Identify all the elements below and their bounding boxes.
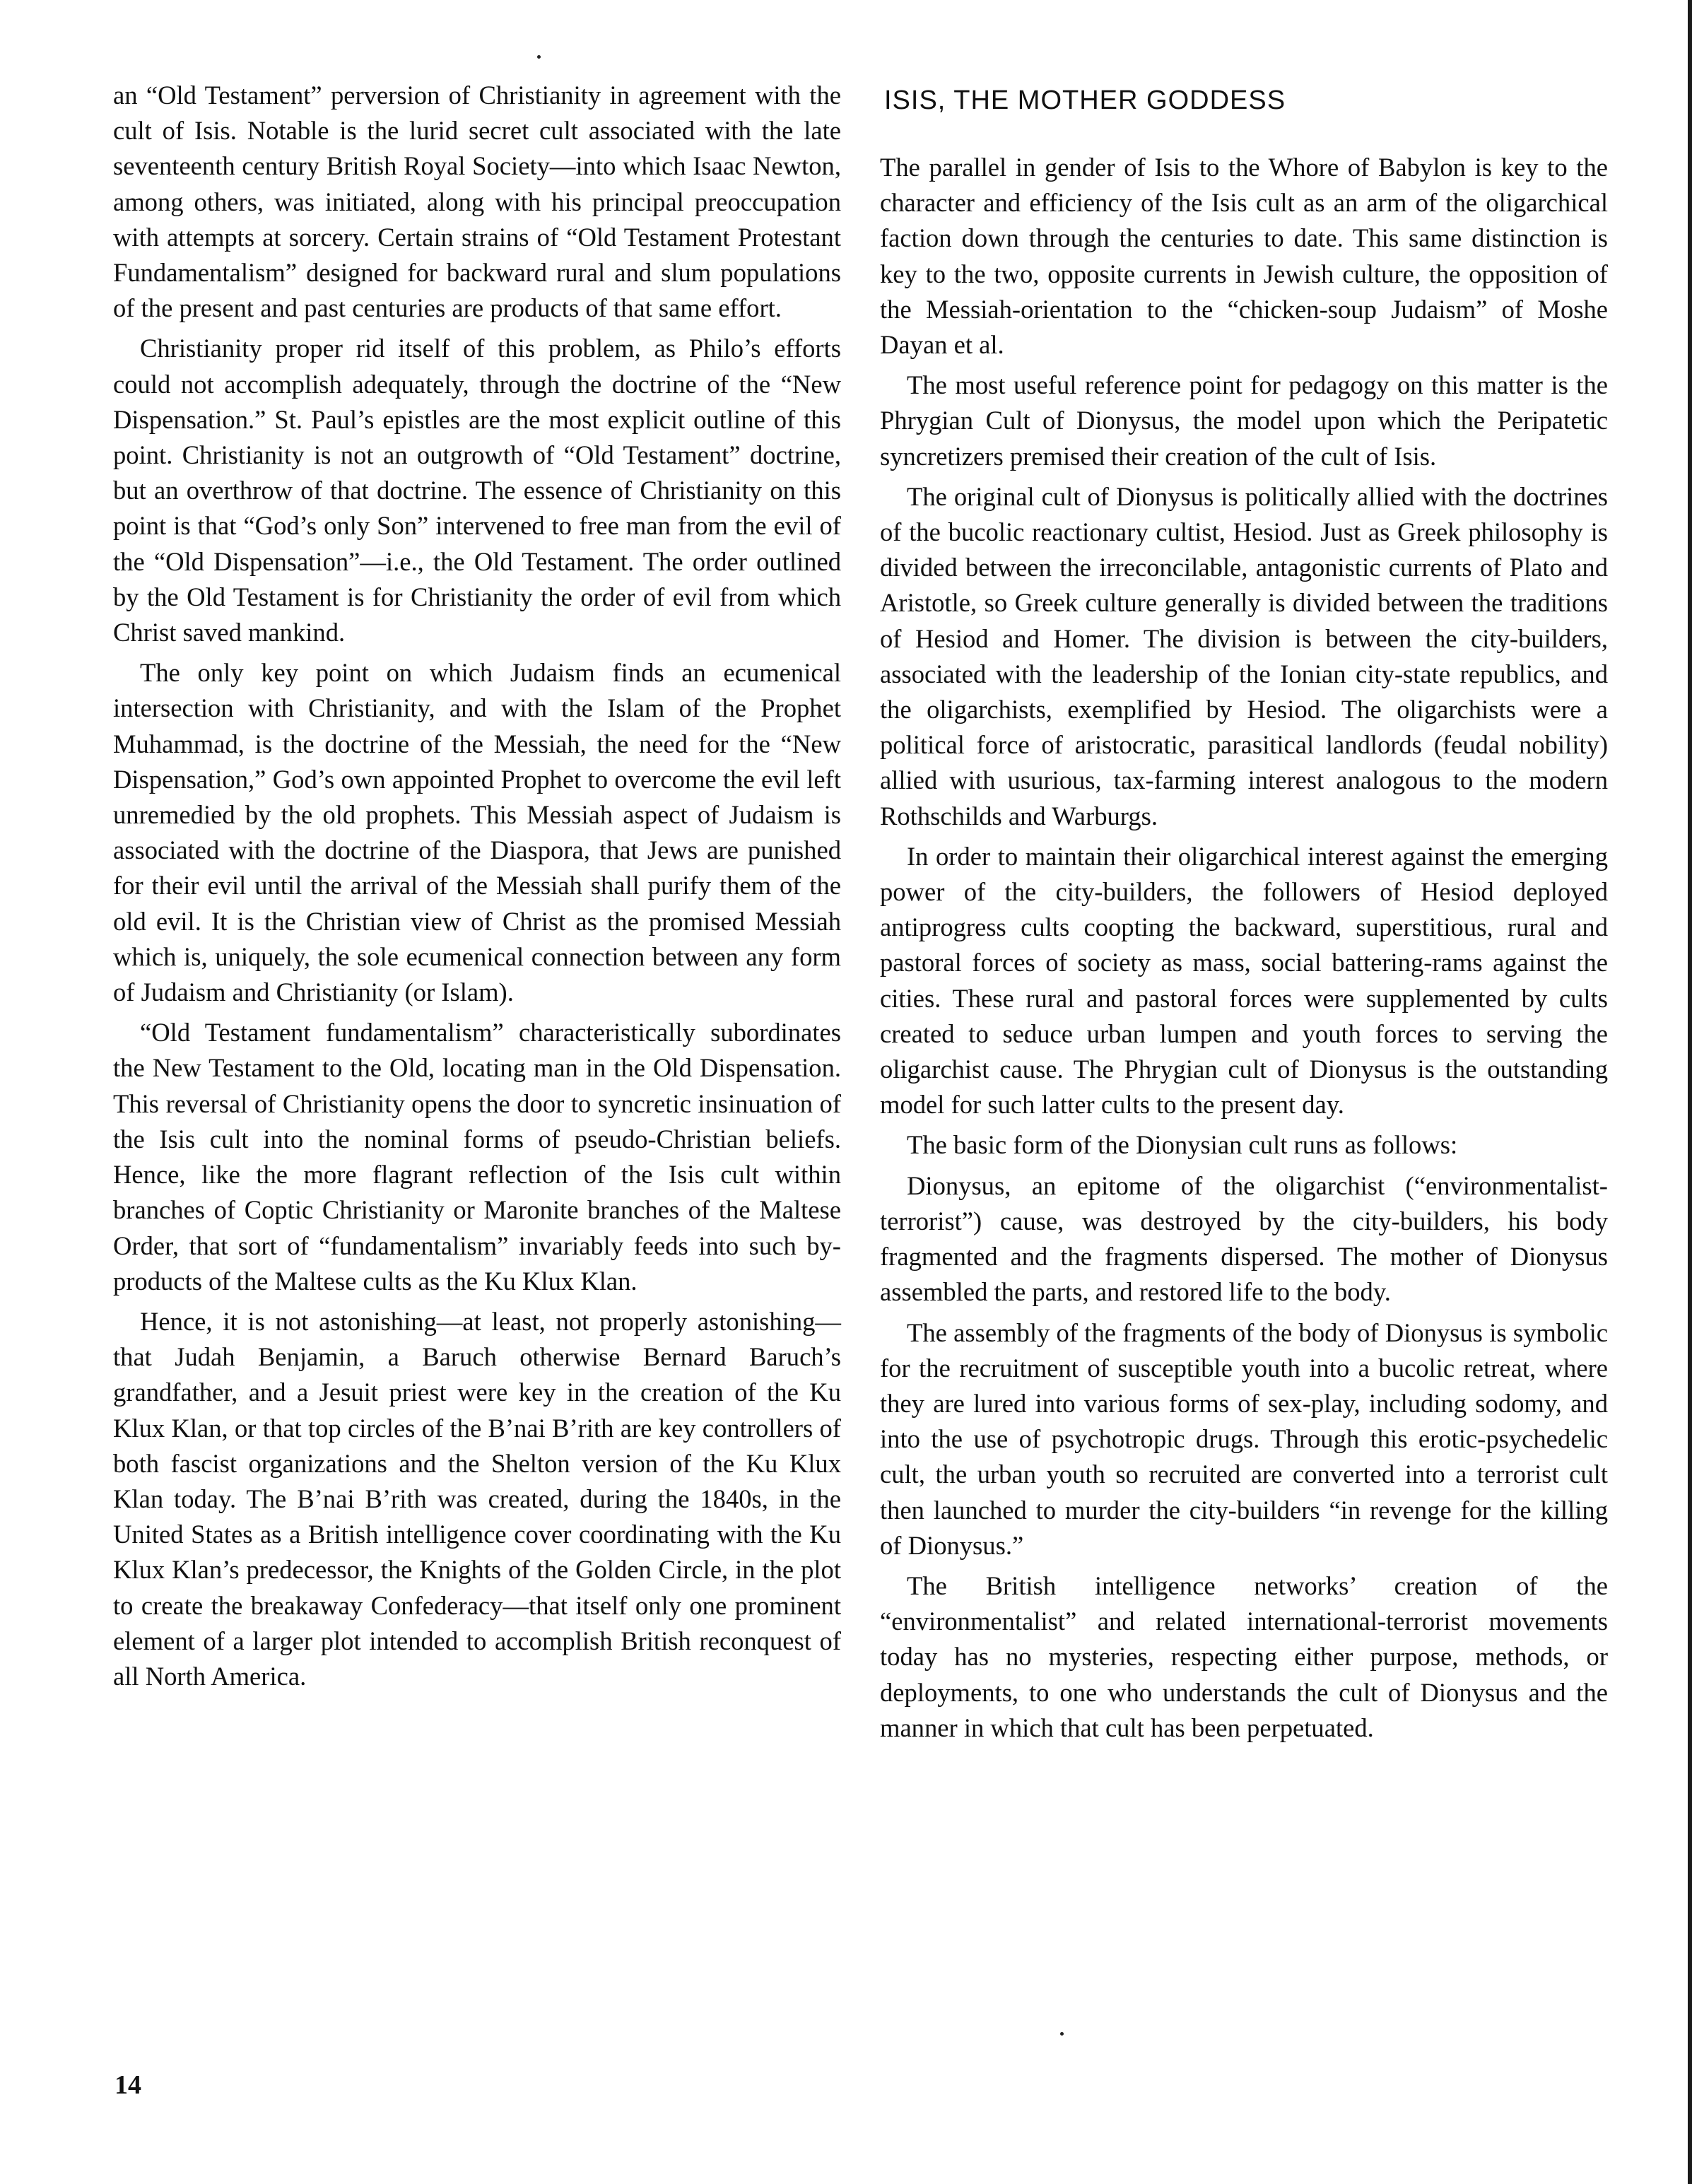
scan-edge-line	[1688, 0, 1692, 2184]
body-paragraph: Christianity proper rid itself of this problem, as Philo’s efforts could not accomplish adequately, through the doctrine of the “New Dispensation.” St. Paul’s epistles are the most explicit outline of this point. Christianity is not an outgrowth of “Old Testament” doctrine, but an overthrow of that doctrine. The essence of Christianity on this point is that “God’s only Son” intervened to free man from the evil of the “Old Dispensation”—i.e., the Old Testament. The order outlined by the Old Testament is for Christianity the order of evil from which Christ saved mankind.	[113, 334, 841, 647]
body-paragraph: The assembly of the fragments of the body of Dionysus is symbolic for the recruitment of susceptible youth into a bucolic retreat, where they are lured into various forms of sex-play, including sodomy, and into the use of psychotropic drugs. Through this erotic-psychedelic cult, the urban youth so recruited are converted into a terrorist cult then launched to murder the city-builders “in revenge for the killing of Dionysus.”	[880, 1317, 1608, 1560]
body-paragraph: The most useful reference point for pedagogy on this matter is the Phrygian Cult of Dionysus, the model upon which the Peripatetic syncretizers premised their creation of the cult of Isis.	[880, 370, 1608, 471]
body-paragraph: an “Old Testament” perversion of Christianity in agreement with the cult of Isis. Notable is the lurid secret cult associated with the late seventeenth century British Royal Society—into which Isaac Newton, among others, was initiated, along with his principal preoccupation with attempts at sorcery. Certain strains of “Old Testament Protestant Fundamentalism” designed for backward rural and slum populations of the present and past centuries are products of that same effort.	[113, 81, 841, 323]
body-paragraph: The basic form of the Dionysian cult runs as follows:	[907, 1130, 1458, 1160]
right-column	[880, 78, 1608, 1751]
body-paragraph: The original cult of Dionysus is politically allied with the doctrines of the bucolic reactionary cultist, Hesiod. Just as Greek philosophy is divided between the irreconcilable, antagonistic currents of Plato and Aristotle, so Greek culture generally is divided between the traditions of Hesiod and Homer. The division is between the city-builders, associated with the leadership of the Ionian city-state republics, and the oligarchists, exemplified by Hesiod. The oligarchists were a political force of aristocratic, parasitical landlords (feudal nobility) allied with usurious, tax-farming interest analogous to the modern Rothschilds and Warburgs.	[880, 481, 1608, 830]
section-heading: ISIS, THE MOTHER GODDESS	[884, 86, 1286, 115]
left-column	[113, 78, 841, 1699]
body-paragraph: In order to maintain their oligarchical interest against the emerging power of the city-builders, the followers of Hesiod deployed antiprogress cults coopting the backward, superstitious, rural and pastoral forces of society as mass, social battering-rams against the cities. These rural and pastoral forces were supplemented by cults created to seduce urban lumpen and youth forces to serving the oligarchist cause. The Phrygian cult of Dionysus is the outstanding model for such latter cults to the present day.	[880, 841, 1608, 1120]
body-paragraph: “Old Testament fundamentalism” characteristically subordinates the New Testament to the Old, locating man in the Old Dispensation. This reversal of Christianity opens the door to syncretic insinuation of the Isis cult into the nominal forms of pseudo-Christian beliefs. Hence, like the more flagrant reflection of the Isis cult within branches of Coptic Christianity or Maronite branches of the Maltese Order, that sort of “fundamentalism” invariably feeds into such by-products of the Maltese cults as the Ku Klux Klan.	[113, 1018, 841, 1296]
scan-speck	[1060, 2032, 1064, 2036]
page-number: 14	[114, 2070, 141, 2100]
body-paragraph: Hence, it is not astonishing—at least, not properly astonishing—that Judah Benjamin, a Baruch otherwise Bernard Baruch’s grandfather, and a Jesuit priest were key in the creation of the Ku Klux Klan, or that top circles of the B’nai B’rith are key controllers of both fascist organizations and the Shelton version of the Ku Klux Klan today. The B’nai B’rith was created, during the 1840s, in the United States as a British intelligence cover coordinating with the Ku Klux Klan’s predecessor, the Knights of the Golden Circle, in the plot to create the breakaway Confederacy—that itself only one prominent element of a larger plot intended to accomplish British reconquest of all North America.	[113, 1306, 841, 1691]
body-paragraph: The parallel in gender of Isis to the Whore of Babylon is key to the character and efficiency of the Isis cult as an arm of the oligarchical faction down through the centuries to date. This same distinction is key to the two, opposite currents in Jewish culture, the opposition of the Messiah-orientation to the “chicken-soup Judaism” of Moshe Dayan et al.	[880, 153, 1608, 360]
body-paragraph: The only key point on which Judaism finds an ecumenical intersection with Christianity, and with the Islam of the Prophet Muhammad, is the doctrine of the Messiah, the need for the “New Dispensation,” God’s own appointed Prophet to overcome the evil left unremedied by the old prophets. This Messiah aspect of Judaism is associated with the doctrine of the Diaspora, that Jews are punished for their evil until the arrival of the Messiah shall purify them of the old evil. It is the Christian view of Christ as the promised Messiah which is, uniquely, the sole ecumenical connection between any form of Judaism and Christianity (or Islam).	[113, 658, 841, 1007]
body-paragraph: Dionysus, an epitome of the oligarchist (“environmentalist-terrorist”) cause, was destroyed by the city-builders, his body fragmented and the fragments dispersed. The mother of Dionysus assembled the parts, and restored life to the body.	[880, 1170, 1608, 1307]
body-paragraph: The British intelligence networks’ creation of the “environmentalist” and related international-terrorist movements today has no mysteries, respecting either purpose, methods, or deployments, to one who understands the cult of Dionysus and the manner in which that cult has been perpetuated.	[880, 1571, 1608, 1742]
scan-speck	[537, 55, 541, 59]
